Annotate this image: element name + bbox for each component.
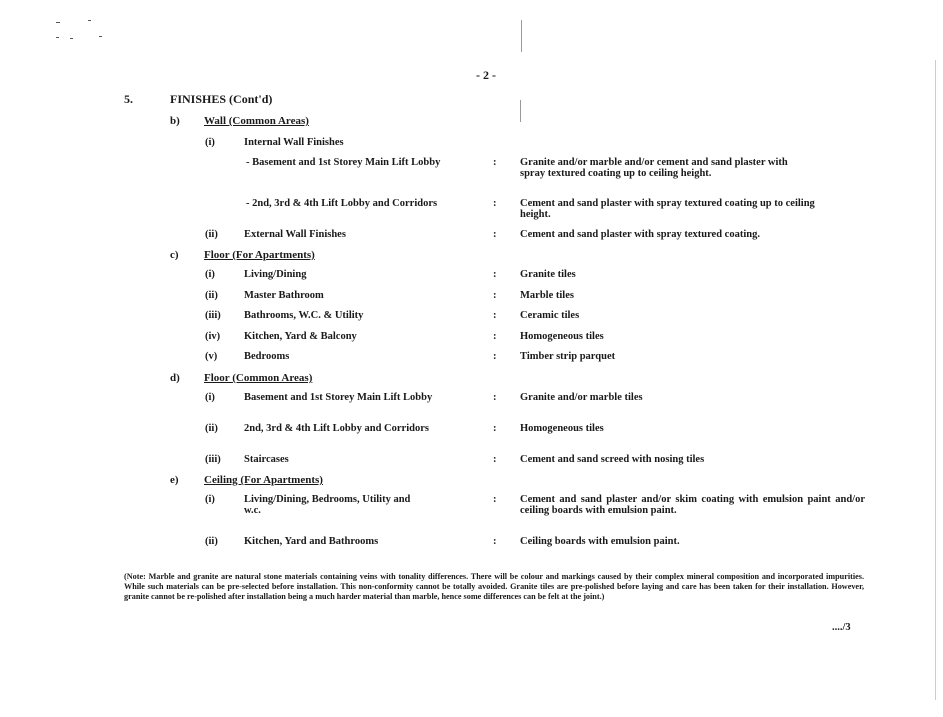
item-label: Internal Wall Finishes [244,137,344,148]
item-label: Staircases [244,454,289,465]
item-number: (iii) [205,310,221,321]
item-label: Basement and 1st Storey Main Lift Lobby [244,392,433,403]
item-value: Granite and/or marble and/or cement and sand plaster with spray textured coating up to ceiling height. [520,157,788,179]
item-number: (v) [205,351,218,362]
item-label: Kitchen, Yard & Balcony [244,331,357,342]
item-label: - 2nd, 3rd & 4th Lift Lobby and Corridors [246,198,438,209]
item-label: - Basement and 1st Storey Main Lift Lobby [246,157,441,168]
colon: : [493,392,497,403]
group-letter: d) [170,372,180,384]
item-value: Ceiling boards with emulsion paint. [520,536,680,547]
item-number: (ii) [205,290,218,301]
note-paragraph: (Note: Marble and granite are natural stone materials containing veins with tonality differences. There will be colour and markings caused by their complex mineral composition and incorporated impurities. While such materials can be pre-selected before installation. This non-conformity cannot be totally avoided. Granite tiles are pre-polished before laying and care has been taken for their installation. However, granite cannot be re-polished after installation being a much harder material than marble, hence some differences can be felt at the joint.) [124,572,864,601]
item-label: Kitchen, Yard and Bathrooms [244,536,379,547]
item-number: (iii) [205,454,221,465]
group-letter: b) [170,115,180,127]
scan-mark [520,100,521,122]
colon: : [493,310,497,321]
colon: : [493,229,497,240]
colon: : [493,536,497,547]
item-label: Living/Dining [244,269,307,280]
item-number: (ii) [205,229,218,240]
item-label: Bedrooms [244,351,290,362]
item-value: Cement and sand plaster with spray textured coating up to ceiling height. [520,198,815,220]
item-value: Homogeneous tiles [520,331,604,342]
item-number: (i) [205,269,215,280]
group-title: Ceiling (For Apartments) [204,474,323,486]
section-title-text: FINISHES [170,92,227,106]
item-number: (ii) [205,536,218,547]
item-value: Granite and/or marble tiles [520,392,643,403]
continuation-marker: ..../3 [832,622,851,633]
colon: : [493,454,497,465]
item-value: Homogeneous tiles [520,423,604,434]
section-title [170,92,272,107]
colon: : [493,269,497,280]
colon: : [493,423,497,434]
page-number: - 2 - [476,68,496,82]
item-number: (iv) [205,331,221,342]
item-value: Cement and sand screed with nosing tiles [520,454,705,465]
scan-speck [70,38,73,39]
scan-speck [56,37,59,38]
colon: : [493,494,497,505]
item-label: Master Bathroom [244,290,324,301]
item-value: Cement and sand plaster and/or skim coating with emulsion paint and/or ceiling boards with emulsion paint. [520,494,865,516]
item-number: (i) [205,494,215,505]
colon: : [493,290,497,301]
item-value: Ceramic tiles [520,310,580,321]
scan-speck [88,20,91,21]
item-value: Timber strip parquet [520,351,616,362]
scan-speck [56,22,60,23]
scan-edge [935,60,936,700]
group-letter: c) [170,249,179,261]
colon: : [493,351,497,362]
group-title: Floor (Common Areas) [204,372,313,384]
group-letter: e) [170,474,179,486]
colon: : [493,198,497,209]
item-number: (i) [205,392,215,403]
section-title-suffix: (Cont'd) [229,92,273,106]
colon: : [493,157,497,168]
scan-mark [521,20,522,52]
item-number: (ii) [205,423,218,434]
item-value: Cement and sand plaster with spray textured coating. [520,229,760,240]
item-label: 2nd, 3rd & 4th Lift Lobby and Corridors [244,423,429,434]
item-label: Bathrooms, W.C. & Utility [244,310,364,321]
item-number: (i) [205,137,215,148]
scan-speck [99,36,102,37]
item-value: Granite tiles [520,269,576,280]
item-label: External Wall Finishes [244,229,346,240]
item-value: Marble tiles [520,290,574,301]
item-label: Living/Dining, Bedrooms, Utility and w.c. [244,494,411,516]
group-title: Floor (For Apartments) [204,249,315,261]
section-number: 5. [124,92,133,106]
group-title: Wall (Common Areas) [204,115,309,127]
colon: : [493,331,497,342]
